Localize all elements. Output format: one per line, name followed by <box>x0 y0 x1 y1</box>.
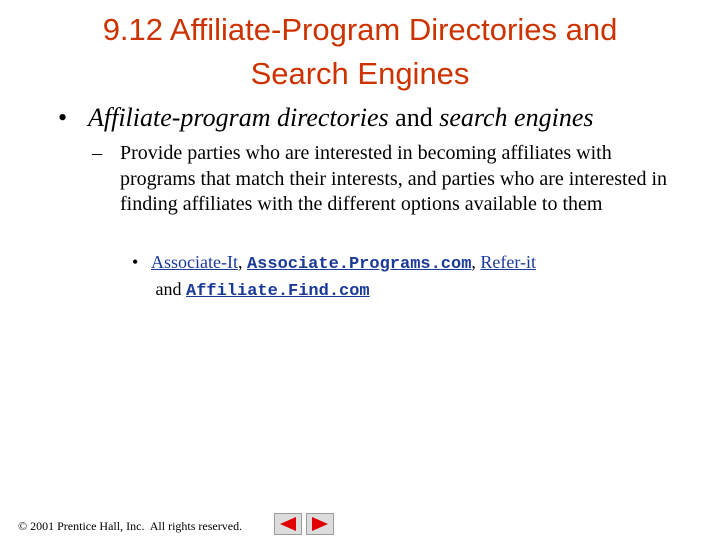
title-line-2: Search Engines <box>250 56 470 91</box>
link-refer-it[interactable]: Refer-it <box>480 252 537 272</box>
dash-marker: – <box>92 142 102 164</box>
copyright-footer: © 2001 Prentice Hall, Inc. All rights reserved. <box>18 519 243 533</box>
bullet-level-2-text: Provide parties who are interested in becoming affiliates with programs that match their interests, and parties who are interested in finding affiliates with the different options available to them <box>120 142 668 215</box>
next-slide-button[interactable] <box>306 513 334 535</box>
bullet-level-1 <box>58 102 698 134</box>
bullet-level-3 <box>132 250 692 304</box>
link-associate-it[interactable]: Associate-It <box>151 252 238 272</box>
connector-text: and <box>388 103 440 132</box>
bullet-marker: • <box>58 103 68 132</box>
separator: and <box>151 279 186 299</box>
bullet-level-2 <box>92 141 682 218</box>
slide-navigation <box>274 513 334 535</box>
term-search-engines: search engines <box>439 103 594 132</box>
separator: , <box>471 252 481 272</box>
bullet-marker-level-3: • <box>132 252 139 272</box>
left-arrow-icon <box>279 517 297 531</box>
link-list <box>151 250 692 304</box>
separator: , <box>237 252 247 272</box>
slide-title <box>20 8 700 96</box>
term-affiliate-program-directories: Affiliate-program directories <box>88 103 389 132</box>
title-line-1: 9.12 Affiliate-Program Directories and <box>102 12 618 47</box>
link-affiliate-find[interactable]: Affiliate.Find.com <box>186 282 370 301</box>
right-arrow-icon <box>311 517 329 531</box>
previous-slide-button[interactable] <box>274 513 302 535</box>
link-associate-programs[interactable]: Associate.Programs.com <box>246 255 472 274</box>
